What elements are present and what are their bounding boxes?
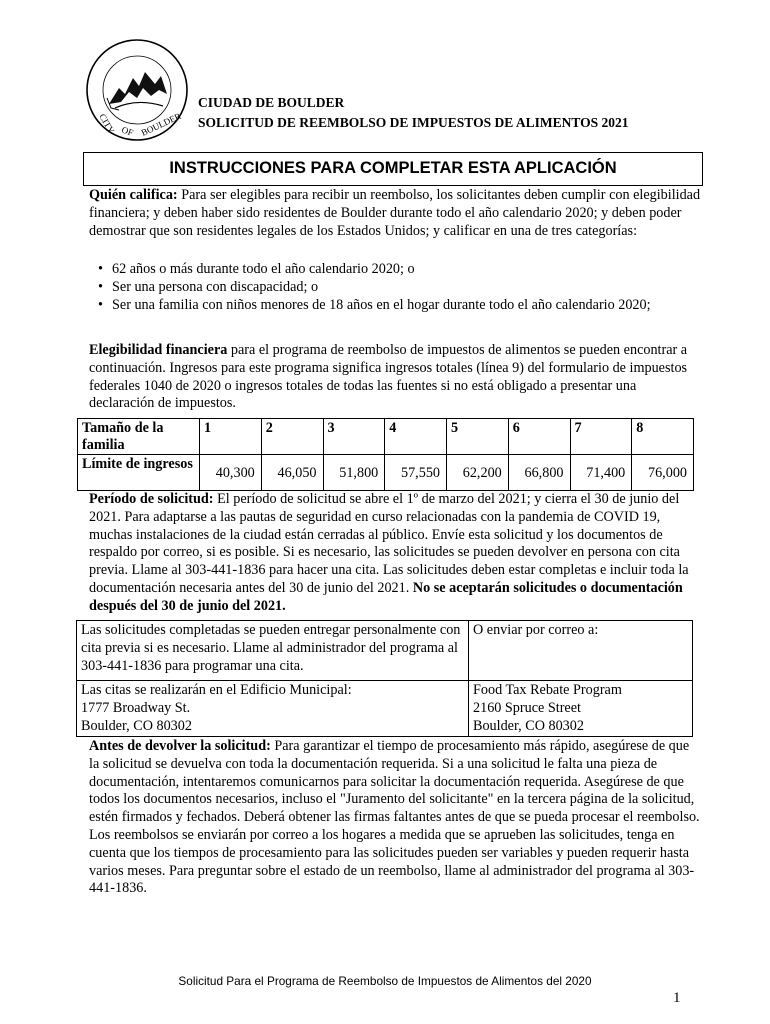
income-limit-cell: 51,800 (323, 455, 385, 491)
before-returning-label: Antes de devolver la solicitud: (89, 738, 271, 754)
who-qualifies-paragraph (89, 187, 701, 240)
seal-text-boulder: BOULDER (139, 110, 183, 138)
office-address-line: 1777 Broadway St. (81, 699, 191, 716)
list-item: • Ser una persona con discapacidad; o (98, 279, 698, 297)
by-mail-cell: O enviar por correo a: (469, 621, 693, 681)
table-row (78, 419, 694, 455)
family-size-cell: 6 (508, 419, 570, 455)
income-limit-header: Límite de ingresos (78, 455, 200, 491)
family-size-header: Tamaño de la familia (78, 419, 200, 455)
application-period-label: Período de solicitud: (89, 491, 214, 507)
list-item: • Ser una familia con niños menores de 18 años en el hogar durante todo el año calendario 2020; (98, 297, 698, 315)
family-size-cell: 5 (447, 419, 509, 455)
seal-text-city: CITY (97, 112, 117, 136)
application-deadline-notice: No se aceptarán solicitudes o documentación después del 30 de junio del 2021. (89, 579, 683, 614)
family-size-cell: 4 (385, 419, 447, 455)
mail-address-line: Boulder, CO 80302 (473, 717, 584, 734)
office-address-line: Las citas se realizarán en el Edificio Municipal: (81, 682, 352, 698)
family-size-cell: 7 (570, 419, 632, 455)
before-returning-text: Para garantizar el tiempo de procesamiento más rápido, asegúrese de que la solicitud se devuelva con toda la documentación requerida. Si a una solicitud le falta una pieza de documentación, intentaremos comunicarnos para solicitar la documentación requerida. Asegúrese de que todos los documentos necesarios, incluso el "Juramento del solicitante" en la tercera página de la solicitud, estén firmados y fechados. Deberá obtener las firmas faltantes antes de que se pueda procesar el reembolso. Los reembolsos se enviarán por correo a los hogares a medida que se aprueben las solicitudes, tenga en cuenta que los tiempos de procesamiento para las solicitudes pueden ser variables y pueden requerir hasta varios meses. Para preguntar sobre el estado de un reembolso, llame al administrador del programa al 303-441-1836. (89, 738, 700, 897)
table-row (77, 681, 693, 737)
page-footer: Solicitud Para el Programa de Reembolso de Impuestos de Alimentos del 2020 (178, 974, 592, 988)
income-limit-cell: 40,300 (200, 455, 262, 491)
application-period-paragraph (89, 491, 704, 616)
application-period-text: El período de solicitud se abre el 1º de marzo del 2021; y cierra el 30 de junio del 2021. Para adaptarse a las pautas de seguridad en curso relacionadas con la pandemia de COVID 19, muchas instalaciones de la ciudad están cerradas al público. Envíe esta solicitud y los documentos de respaldo por correo, si es posible. Si es necesario, las solicitudes se pueden devolver en persona con cita previa. Llame al 303-441-1836 para hacer una cita. Las solicitudes deben estar completas e incluir toda la documentación necesaria antes del 30 de junio del 2021. (89, 491, 689, 596)
table-row (78, 455, 694, 491)
income-limit-cell: 76,000 (632, 455, 694, 491)
who-qualifies-text: Para ser elegibles para recibir un reembolso, los solicitantes deben cumplir con elegibilidad financiera; y deben haber sido residentes de Boulder durante todo el año calendario 2020; y deben poder demostrar que son residentes legales de los Estados Unidos; y calificar en una de tres categorías: (89, 187, 701, 239)
financial-eligibility-label: Elegibilidad financiera (89, 342, 228, 358)
financial-eligibility-text: para el programa de reembolso de impuestos de alimentos se pueden encontrar a continuación. Ingresos para este programa significa ingresos totales (línea 9) del formulario de impuestos federales 1040 de 2020 o ingresos totales de todas las fuentes si no está obligado a presentar una declaración de impuestos. (89, 342, 688, 412)
mail-address-cell (469, 681, 693, 737)
list-item: • 62 años o más durante todo el año calendario 2020; o (98, 261, 698, 279)
city-seal-logo (85, 38, 190, 143)
family-size-cell: 8 (632, 419, 694, 455)
before-returning-paragraph (89, 738, 701, 898)
income-limit-cell: 62,200 (447, 455, 509, 491)
who-qualifies-label: Quién califica: (89, 187, 178, 203)
header-title: SOLICITUD DE REEMBOLSO DE IMPUESTOS DE ALIMENTOS 2021 (198, 115, 629, 130)
seal-text-of: OF (120, 124, 135, 138)
in-person-cell: Las solicitudes completadas se pueden entregar personalmente con cita previa si es necesario. Llame al administrador del programa al 303-441-1836 para programar una cita. (77, 621, 469, 681)
income-limit-cell: 57,550 (385, 455, 447, 491)
header-city: CIUDAD DE BOULDER (198, 95, 345, 110)
page-number: 1 (673, 990, 681, 1006)
income-limit-cell: 46,050 (261, 455, 323, 491)
mail-address-line: Food Tax Rebate Program (473, 682, 622, 698)
submission-contact-table (76, 620, 693, 737)
family-size-cell: 3 (323, 419, 385, 455)
mail-address-line: 2160 Spruce Street (473, 699, 581, 716)
financial-eligibility-paragraph (89, 342, 701, 413)
category-list (98, 261, 698, 314)
table-row (77, 621, 693, 681)
income-limit-cell: 71,400 (570, 455, 632, 491)
family-size-cell: 2 (261, 419, 323, 455)
income-limit-table (77, 418, 694, 491)
office-address-cell (77, 681, 469, 737)
family-size-cell: 1 (200, 419, 262, 455)
office-address-line: Boulder, CO 80302 (81, 717, 192, 734)
instructions-heading: INSTRUCCIONES PARA COMPLETAR ESTA APLICACIÓN (169, 159, 617, 177)
income-limit-cell: 66,800 (508, 455, 570, 491)
